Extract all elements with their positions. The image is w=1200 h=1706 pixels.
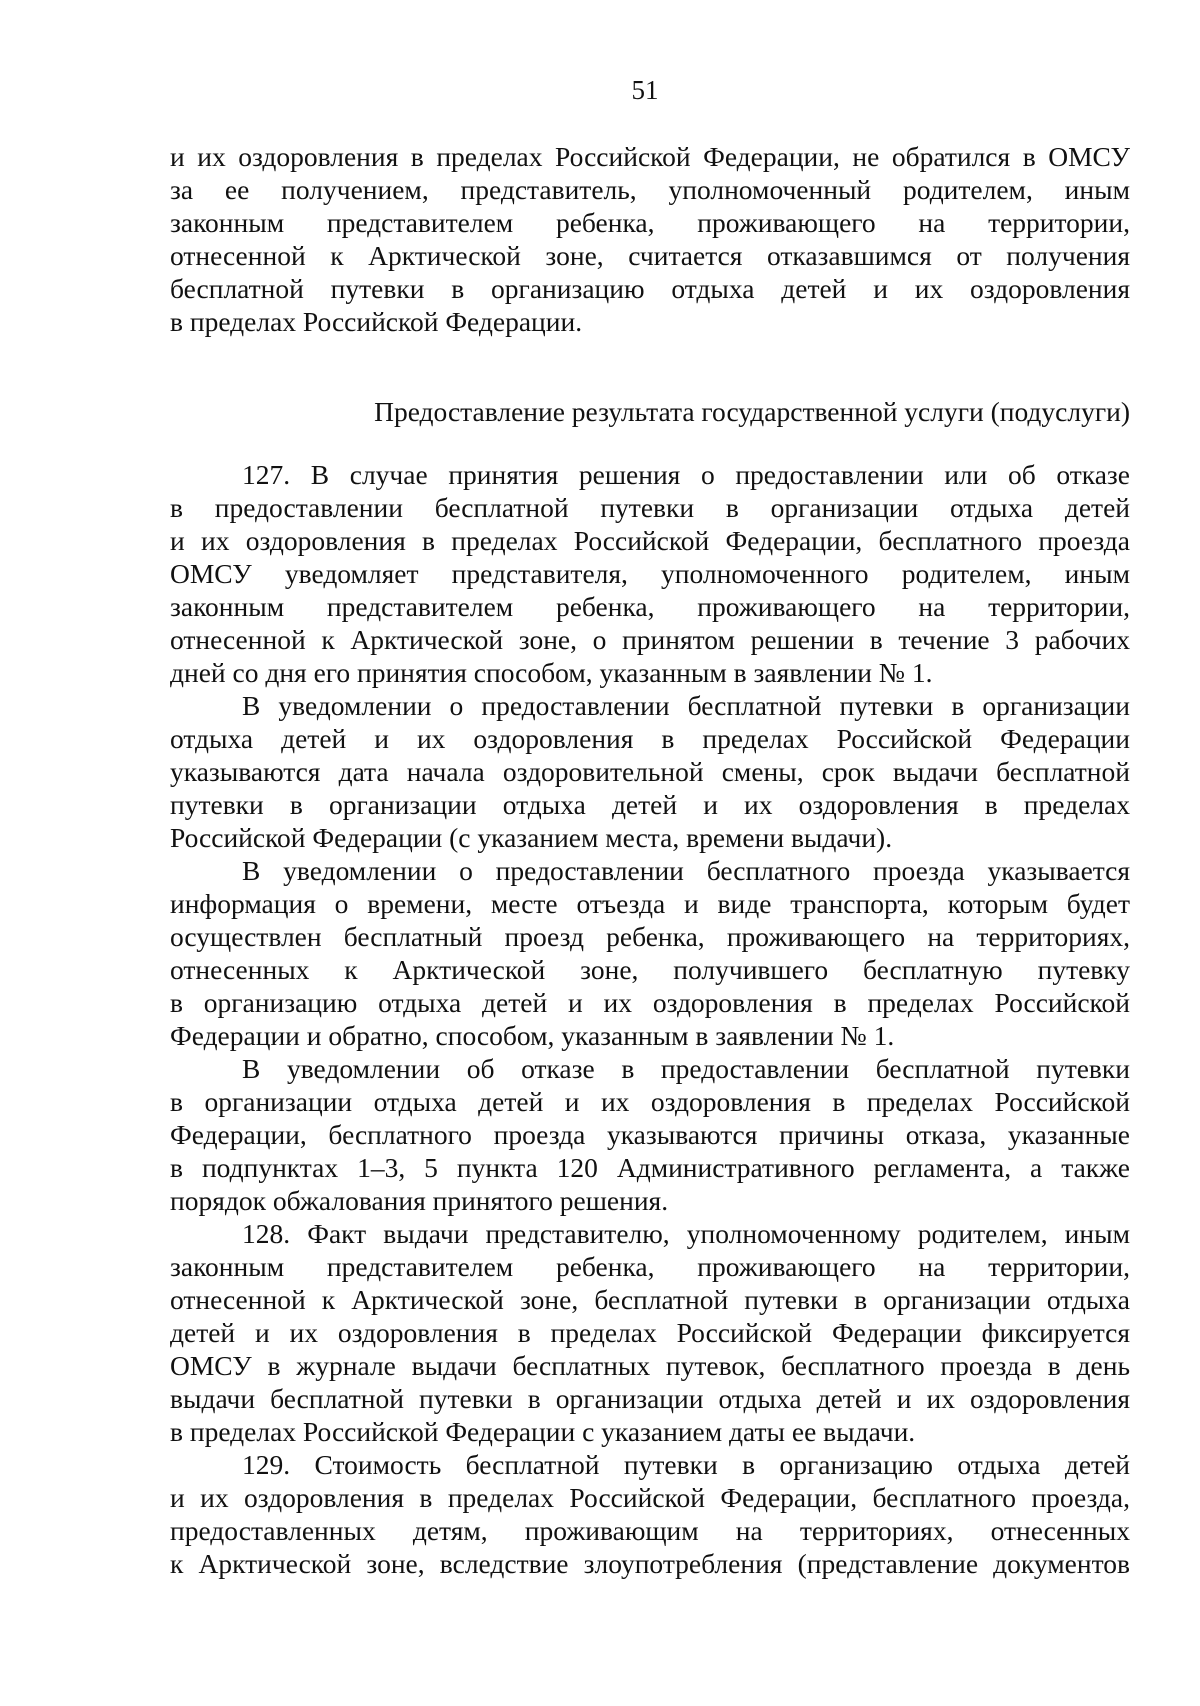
paragraph-127-line: 127. В случае принятия решения о предоставлении или об отказе	[242, 459, 1130, 490]
paragraph-127-line: дней со дня его принятия способом, указанным в заявлении № 1.	[170, 657, 933, 688]
paragraph-128-line: выдачи бесплатной путевки в организации отдыха детей и их оздоровления	[170, 1383, 1130, 1414]
section-heading: Предоставление результата государственной услуги (подуслуги)	[374, 396, 1130, 427]
paragraph-127-line: ОМСУ уведомляет представителя, уполномоченного родителем, иным	[170, 558, 1130, 589]
paragraph-129-line: 129. Стоимость бесплатной путевки в организацию отдыха детей	[242, 1449, 1130, 1480]
travel-notice-line: информация о времени, месте отъезда и виде транспорта, которым будет	[170, 888, 1130, 919]
refusal-notice-line: в организации отдыха детей и их оздоровления в пределах Российской	[170, 1086, 1130, 1117]
paragraph-129-line: предоставленных детям, проживающим на территориях, отнесенных	[170, 1515, 1130, 1546]
refusal-notice-line: Федерации, бесплатного проезда указываются причины отказа, указанные	[170, 1119, 1130, 1150]
paragraph-129-line: и их оздоровления в пределах Российской Федерации, бесплатного проезда,	[170, 1482, 1130, 1513]
voucher-notice-line: В уведомлении о предоставлении бесплатной путевки в организации	[242, 690, 1130, 721]
text-line: отнесенной к Арктической зоне, считается отказавшимся от получения	[170, 240, 1130, 271]
paragraph-127-line: и их оздоровления в пределах Российской Федерации, бесплатного проезда	[170, 525, 1130, 556]
paragraph-127-line: отнесенной к Арктической зоне, о принятом решении в течение 3 рабочих	[170, 624, 1130, 655]
travel-notice-line: отнесенных к Арктической зоне, получившего бесплатную путевку	[170, 954, 1130, 985]
text-line: и их оздоровления в пределах Российской Федерации, не обратился в ОМСУ	[170, 141, 1130, 172]
voucher-notice-line: указываются дата начала оздоровительной смены, срок выдачи бесплатной	[170, 756, 1130, 787]
voucher-notice-line: путевки в организации отдыха детей и их оздоровления в пределах	[170, 789, 1130, 820]
travel-notice-line: в организацию отдыха детей и их оздоровления в пределах Российской	[170, 987, 1130, 1018]
paragraph-128-line: детей и их оздоровления в пределах Российской Федерации фиксируется	[170, 1317, 1130, 1348]
paragraph-128-line: 128. Факт выдачи представителю, уполномоченному родителем, иным	[242, 1218, 1130, 1249]
travel-notice-line: осуществлен бесплатный проезд ребенка, проживающего на территориях,	[170, 921, 1130, 952]
paragraph-129-line: к Арктической зоне, вследствие злоупотребления (представление документов	[170, 1548, 1130, 1579]
paragraph-128-line: законным представителем ребенка, проживающего на территории,	[170, 1251, 1130, 1282]
main-text	[170, 458, 1130, 1580]
text-line: за ее получением, представитель, уполномоченный родителем, иным	[170, 174, 1130, 205]
refusal-notice-line: в подпунктах 1–3, 5 пункта 120 Административного регламента, а также	[170, 1152, 1130, 1183]
text-line: в пределах Российской Федерации.	[170, 306, 583, 337]
travel-notice-line: Федерации и обратно, способом, указанным в заявлении № 1.	[170, 1020, 895, 1051]
paragraph-128-line: ОМСУ в журнале выдачи бесплатных путевок, бесплатного проезда в день	[170, 1350, 1130, 1381]
voucher-notice-line: отдыха детей и их оздоровления в пределах Российской Федерации	[170, 723, 1130, 754]
paragraph-128-line: в пределах Российской Федерации с указанием даты ее выдачи.	[170, 1416, 916, 1447]
continuation-paragraph	[170, 140, 1130, 338]
paragraph-127-line: в предоставлении бесплатной путевки в организации отдыха детей	[170, 492, 1130, 523]
page-number: 51	[631, 75, 659, 105]
text-line: бесплатной путевки в организацию отдыха детей и их оздоровления	[170, 273, 1130, 304]
travel-notice-line: В уведомлении о предоставлении бесплатного проезда указывается	[242, 855, 1130, 886]
voucher-notice-line: Российской Федерации (с указанием места, времени выдачи).	[170, 822, 893, 853]
paragraph-127-line: законным представителем ребенка, проживающего на территории,	[170, 591, 1130, 622]
paragraph-128-line: отнесенной к Арктической зоне, бесплатной путевки в организации отдыха	[170, 1284, 1130, 1315]
text-line: законным представителем ребенка, проживающего на территории,	[170, 207, 1130, 238]
refusal-notice-line: порядок обжалования принятого решения.	[170, 1185, 669, 1216]
refusal-notice-line: В уведомлении об отказе в предоставлении бесплатной путевки	[242, 1053, 1130, 1084]
